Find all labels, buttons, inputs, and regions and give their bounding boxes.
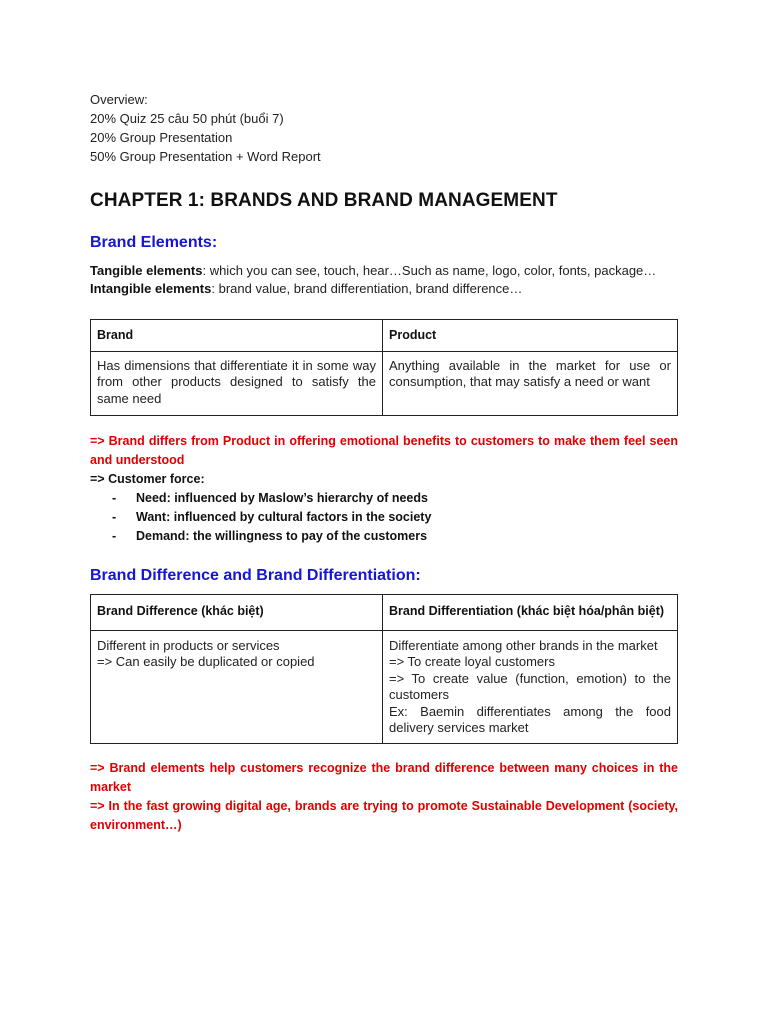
list-item: - Want: influenced by cultural factors in the society	[90, 508, 678, 527]
header-brand-difference: Brand Difference (khác biệt)	[91, 595, 383, 631]
tangible-label: Tangible elements	[90, 263, 203, 278]
tangible-elements-definition	[90, 262, 678, 280]
overview-title: Overview:	[90, 92, 148, 107]
overview-group-presentation: 20% Group Presentation	[90, 130, 233, 145]
list-item: - Demand: the willingness to pay of the customers	[90, 527, 678, 546]
sustainable-development-note: => In the fast growing digital age, brands are trying to promote Sustainable Development (society, environment…)	[90, 798, 678, 832]
table-row	[91, 630, 678, 743]
notes-block-2	[90, 759, 678, 835]
table-header-row	[91, 595, 678, 631]
brand-vs-product-table	[90, 319, 678, 416]
list-item: - Need: influenced by Maslow’s hierarchy of needs	[90, 489, 678, 508]
intangible-text: : brand value, brand differentiation, brand difference…	[211, 281, 523, 296]
overview-report: 50% Group Presentation + Word Report	[90, 149, 321, 164]
notes-block-1	[90, 432, 678, 546]
header-product: Product	[383, 320, 678, 352]
table-row	[91, 351, 678, 416]
bullet-dash: -	[112, 510, 117, 524]
difference-vs-differentiation-table	[90, 594, 678, 744]
brand-difference-cell: Different in products or services => Can easily be duplicated or copied	[91, 630, 383, 743]
bullet-dash: -	[112, 529, 117, 543]
document-page	[90, 90, 678, 835]
overview-quiz: 20% Quiz 25 câu 50 phút (buổi 7)	[90, 111, 284, 126]
customer-force-list	[90, 489, 678, 546]
brand-vs-product-note: => Brand differs from Product in offering emotional benefits to customers to make them feel seen and understood	[90, 434, 678, 467]
customer-force-title: => Customer force:	[90, 472, 205, 486]
brand-elements-heading: Brand Elements:	[90, 234, 218, 251]
product-definition-cell: Anything available in the market for use or consumption, that may satisfy a need or want	[383, 351, 678, 416]
chapter-title: CHAPTER 1: BRANDS AND BRAND MANAGEMENT	[90, 190, 558, 211]
bullet-dash: -	[112, 491, 117, 505]
intangible-elements-definition	[90, 280, 678, 298]
brand-differentiation-cell: Differentiate among other brands in the market => To create loyal customers => To create value (function, emotion) to the customers Ex: Baemin differentiates among the food delivery services market	[383, 630, 678, 743]
brand-definition-cell: Has dimensions that differentiate it in some way from other products designed to satisfy the same need	[91, 351, 383, 416]
brand-difference-heading: Brand Difference and Brand Differentiation:	[90, 567, 421, 584]
header-brand-differentiation: Brand Differentiation (khác biệt hóa/phân biệt)	[383, 595, 678, 631]
intangible-label: Intangible elements	[90, 281, 212, 296]
table-header-row	[91, 320, 678, 352]
overview-block	[90, 90, 678, 166]
brand-elements-note: => Brand elements help customers recognize the brand difference between many choices in the market	[90, 760, 678, 794]
header-brand: Brand	[91, 320, 383, 352]
tangible-text: : which you can see, touch, hear…Such as name, logo, color, fonts, package…	[202, 263, 657, 278]
